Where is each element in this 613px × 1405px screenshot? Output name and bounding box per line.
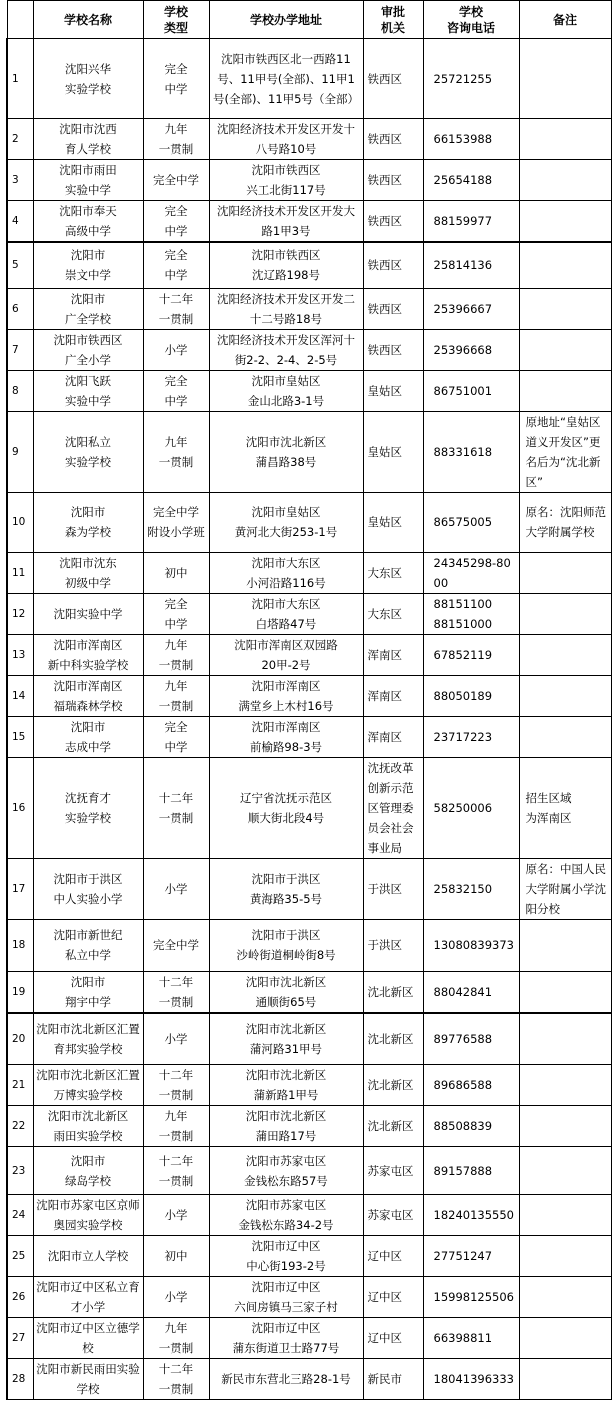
cell-address: 沈阳市浑南区双园路 20甲-2号 <box>209 634 363 675</box>
cell-num: 10 <box>7 492 33 552</box>
cell-num: 6 <box>7 288 33 329</box>
cell-address: 沈阳市辽中区 六间房镇马三家子村 <box>209 1277 363 1318</box>
cell-num: 14 <box>7 675 33 716</box>
cell-num: 16 <box>7 757 33 858</box>
cell-name: 沈阳市 绿岛学校 <box>33 1147 143 1195</box>
cell-approve: 沈北新区 <box>363 971 423 1013</box>
cell-address: 沈阳市辽中区 蒲东街道卫士路77号 <box>209 1318 363 1359</box>
cell-approve: 苏家屯区 <box>363 1147 423 1195</box>
cell-approve: 沈北新区 <box>363 1013 423 1065</box>
cell-address: 沈阳市铁西区 兴工北街117号 <box>209 160 363 201</box>
cell-note: 原地址“皇姑区道义开发区”更名后为“沈北新区” <box>519 411 611 492</box>
cell-name: 沈阳市立人学校 <box>33 1236 143 1277</box>
cell-phone: 88151100 88151000 <box>423 593 519 634</box>
cell-note <box>519 1195 611 1236</box>
cell-type: 小学 <box>143 1195 209 1236</box>
table-row <box>7 634 611 675</box>
cell-address: 沈阳经济技术开发区开发十八号路10号 <box>209 119 363 160</box>
cell-num: 28 <box>7 1359 33 1400</box>
cell-phone: 88331618 <box>423 411 519 492</box>
cell-note <box>519 1277 611 1318</box>
cell-type: 十二年 一贯制 <box>143 1147 209 1195</box>
cell-name: 沈阳市辽中区立德学校 <box>33 1318 143 1359</box>
cell-approve: 皇姑区 <box>363 411 423 492</box>
table-row <box>7 593 611 634</box>
cell-address: 沈阳经济技术开发区浑河十街2-2、2-4、2-5号 <box>209 329 363 370</box>
cell-phone: 18041396333 <box>423 1359 519 1400</box>
table-row <box>7 716 611 757</box>
cell-name: 沈阳市 森为学校 <box>33 492 143 552</box>
cell-approve: 辽中区 <box>363 1277 423 1318</box>
cell-phone: 24345298-8000 <box>423 552 519 593</box>
table-row <box>7 1065 611 1106</box>
cell-address: 沈阳市沈北新区 蒲田路17号 <box>209 1106 363 1147</box>
header-address: 学校办学地址 <box>209 1 363 39</box>
cell-note <box>519 675 611 716</box>
cell-name: 沈阳兴华 实验学校 <box>33 39 143 119</box>
cell-name: 沈阳市沈北新区 雨田实验学校 <box>33 1106 143 1147</box>
cell-phone: 25396667 <box>423 288 519 329</box>
cell-phone: 88508839 <box>423 1106 519 1147</box>
cell-address: 沈阳市辽中区 中心街193-2号 <box>209 1236 363 1277</box>
cell-note <box>519 1359 611 1400</box>
cell-name: 沈阳实验中学 <box>33 593 143 634</box>
cell-address: 沈阳市沈北新区 蒲河路31甲号 <box>209 1013 363 1065</box>
cell-address: 沈阳市沈北新区 蒲新路1甲号 <box>209 1065 363 1106</box>
cell-name: 沈阳市 广全学校 <box>33 288 143 329</box>
cell-phone: 27751247 <box>423 1236 519 1277</box>
cell-num: 12 <box>7 593 33 634</box>
cell-phone: 88042841 <box>423 971 519 1013</box>
cell-phone: 13080839373 <box>423 919 519 971</box>
table-row <box>7 288 611 329</box>
cell-name: 沈抚育才 实验学校 <box>33 757 143 858</box>
cell-type: 完全中学 <box>143 160 209 201</box>
table-row <box>7 971 611 1013</box>
cell-approve: 铁西区 <box>363 201 423 243</box>
cell-address: 沈阳市铁西区 沈辽路198号 <box>209 242 363 288</box>
cell-note <box>519 1013 611 1065</box>
cell-note <box>519 1106 611 1147</box>
cell-note <box>519 634 611 675</box>
cell-type: 完全 中学 <box>143 201 209 243</box>
cell-note <box>519 39 611 119</box>
cell-phone: 15998125506 <box>423 1277 519 1318</box>
cell-address: 沈阳市浑南区 前榆路98-3号 <box>209 716 363 757</box>
cell-phone: 58250006 <box>423 757 519 858</box>
cell-note <box>519 1236 611 1277</box>
cell-approve: 浑南区 <box>363 716 423 757</box>
cell-note: 原名：中国人民大学附属小学沈阳分校 <box>519 858 611 919</box>
cell-name: 沈阳市辽中区私立育才小学 <box>33 1277 143 1318</box>
cell-num: 2 <box>7 119 33 160</box>
cell-phone: 88159977 <box>423 201 519 243</box>
cell-approve: 沈北新区 <box>363 1065 423 1106</box>
cell-type: 小学 <box>143 1013 209 1065</box>
cell-approve: 铁西区 <box>363 288 423 329</box>
cell-num: 13 <box>7 634 33 675</box>
cell-phone: 88050189 <box>423 675 519 716</box>
table-row <box>7 242 611 288</box>
cell-approve: 新民市 <box>363 1359 423 1400</box>
cell-note <box>519 160 611 201</box>
cell-phone: 86575005 <box>423 492 519 552</box>
cell-type: 完全 中学 <box>143 370 209 411</box>
cell-phone: 25814136 <box>423 242 519 288</box>
cell-address: 沈阳市苏家屯区 金钱松东路57号 <box>209 1147 363 1195</box>
cell-note <box>519 971 611 1013</box>
table-row <box>7 160 611 201</box>
cell-type: 九年 一贯制 <box>143 675 209 716</box>
cell-name: 沈阳飞跃 实验中学 <box>33 370 143 411</box>
cell-type: 九年 一贯制 <box>143 1318 209 1359</box>
cell-name: 沈阳市 志成中学 <box>33 716 143 757</box>
cell-name: 沈阳市新世纪 私立中学 <box>33 919 143 971</box>
cell-note <box>519 716 611 757</box>
cell-type: 九年 一贯制 <box>143 1106 209 1147</box>
cell-approve: 皇姑区 <box>363 370 423 411</box>
cell-num: 1 <box>7 39 33 119</box>
cell-note <box>519 919 611 971</box>
table-row <box>7 675 611 716</box>
header-name: 学校名称 <box>33 1 143 39</box>
cell-num: 26 <box>7 1277 33 1318</box>
cell-approve: 铁西区 <box>363 242 423 288</box>
cell-address: 沈阳市大东区 小河沿路116号 <box>209 552 363 593</box>
table-row <box>7 1106 611 1147</box>
cell-name: 沈阳市沈西 育人学校 <box>33 119 143 160</box>
cell-note <box>519 370 611 411</box>
cell-approve: 苏家屯区 <box>363 1195 423 1236</box>
cell-name: 沈阳私立 实验学校 <box>33 411 143 492</box>
cell-note <box>519 1318 611 1359</box>
cell-name: 沈阳市于洪区 中人实验小学 <box>33 858 143 919</box>
cell-approve: 于洪区 <box>363 858 423 919</box>
cell-type: 完全 中学 <box>143 593 209 634</box>
cell-address: 新民市东营北三路28-1号 <box>209 1359 363 1400</box>
header-row <box>7 1 611 39</box>
cell-address: 沈阳经济技术开发区开发大路1甲3号 <box>209 201 363 243</box>
cell-type: 完全中学 <box>143 919 209 971</box>
cell-num: 18 <box>7 919 33 971</box>
cell-phone: 66153988 <box>423 119 519 160</box>
cell-type: 完全 中学 <box>143 242 209 288</box>
cell-phone: 25396668 <box>423 329 519 370</box>
table-row <box>7 552 611 593</box>
table-row <box>7 39 611 119</box>
cell-type: 完全 中学 <box>143 39 209 119</box>
cell-name: 沈阳市浑南区 新中科实验学校 <box>33 634 143 675</box>
cell-approve: 于洪区 <box>363 919 423 971</box>
cell-num: 3 <box>7 160 33 201</box>
cell-name: 沈阳市浑南区 福瑞森林学校 <box>33 675 143 716</box>
cell-type: 初中 <box>143 1236 209 1277</box>
cell-approve: 沈抚改革创新示范区管理委员会社会事业局 <box>363 757 423 858</box>
cell-phone: 86751001 <box>423 370 519 411</box>
cell-num: 5 <box>7 242 33 288</box>
cell-note <box>519 329 611 370</box>
cell-address: 辽宁省沈抚示范区 顺大街北段4号 <box>209 757 363 858</box>
header-type: 学校 类型 <box>143 1 209 39</box>
cell-approve: 铁西区 <box>363 39 423 119</box>
cell-num: 24 <box>7 1195 33 1236</box>
table-row <box>7 1359 611 1400</box>
cell-address: 沈阳市苏家屯区 金钱松东路34-2号 <box>209 1195 363 1236</box>
cell-phone: 89776588 <box>423 1013 519 1065</box>
cell-approve: 铁西区 <box>363 119 423 160</box>
cell-note: 原名：沈阳师范大学附属学校 <box>519 492 611 552</box>
cell-num: 22 <box>7 1106 33 1147</box>
cell-type: 初中 <box>143 552 209 593</box>
cell-type: 九年 一贯制 <box>143 411 209 492</box>
table-row <box>7 1013 611 1065</box>
cell-type: 九年 一贯制 <box>143 119 209 160</box>
cell-address: 沈阳市于洪区 黄海路35-5号 <box>209 858 363 919</box>
table-row <box>7 201 611 243</box>
cell-type: 小学 <box>143 329 209 370</box>
cell-type: 十二年 一贯制 <box>143 288 209 329</box>
cell-num: 15 <box>7 716 33 757</box>
cell-address: 沈阳市皇姑区 黄河北大街253-1号 <box>209 492 363 552</box>
cell-approve: 皇姑区 <box>363 492 423 552</box>
cell-address: 沈阳市浑南区 满堂乡上木村16号 <box>209 675 363 716</box>
cell-num: 7 <box>7 329 33 370</box>
cell-note <box>519 242 611 288</box>
table-row <box>7 1195 611 1236</box>
cell-type: 十二年 一贯制 <box>143 1065 209 1106</box>
cell-approve: 辽中区 <box>363 1318 423 1359</box>
cell-name: 沈阳市沈北新区汇置万博实验学校 <box>33 1065 143 1106</box>
header-phone: 学校 咨询电话 <box>423 1 519 39</box>
cell-type: 十二年 一贯制 <box>143 971 209 1013</box>
cell-approve: 浑南区 <box>363 675 423 716</box>
cell-note <box>519 288 611 329</box>
cell-name: 沈阳市沈东 初级中学 <box>33 552 143 593</box>
cell-approve: 大东区 <box>363 593 423 634</box>
cell-num: 27 <box>7 1318 33 1359</box>
cell-phone: 25721255 <box>423 39 519 119</box>
cell-note <box>519 201 611 243</box>
cell-address: 沈阳市大东区 白塔路47号 <box>209 593 363 634</box>
cell-address: 沈阳市沈北新区 蒲昌路38号 <box>209 411 363 492</box>
cell-approve: 铁西区 <box>363 329 423 370</box>
cell-num: 25 <box>7 1236 33 1277</box>
cell-name: 沈阳市铁西区 广全小学 <box>33 329 143 370</box>
cell-type: 小学 <box>143 1277 209 1318</box>
cell-phone: 25832150 <box>423 858 519 919</box>
table-row <box>7 119 611 160</box>
table-row <box>7 329 611 370</box>
cell-num: 20 <box>7 1013 33 1065</box>
cell-address: 沈阳市皇姑区 金山北路3-1号 <box>209 370 363 411</box>
cell-note <box>519 1147 611 1195</box>
cell-type: 完全 中学 <box>143 716 209 757</box>
cell-approve: 铁西区 <box>363 160 423 201</box>
cell-phone: 25654188 <box>423 160 519 201</box>
cell-num: 11 <box>7 552 33 593</box>
school-table <box>6 0 612 1400</box>
cell-type: 十二年 一贯制 <box>143 1359 209 1400</box>
cell-approve: 浑南区 <box>363 634 423 675</box>
cell-phone: 18240135550 <box>423 1195 519 1236</box>
cell-type: 十二年 一贯制 <box>143 757 209 858</box>
cell-num: 19 <box>7 971 33 1013</box>
table-row <box>7 858 611 919</box>
cell-num: 17 <box>7 858 33 919</box>
cell-name: 沈阳市奉天 高级中学 <box>33 201 143 243</box>
table-row <box>7 919 611 971</box>
cell-type: 完全中学 附设小学班 <box>143 492 209 552</box>
cell-name: 沈阳市新民雨田实验学校 <box>33 1359 143 1400</box>
cell-phone: 89686588 <box>423 1065 519 1106</box>
table-row <box>7 492 611 552</box>
cell-name: 沈阳市 崇文中学 <box>33 242 143 288</box>
header-note: 备注 <box>519 1 611 39</box>
cell-approve: 沈北新区 <box>363 1106 423 1147</box>
table-row <box>7 1277 611 1318</box>
cell-address: 沈阳市铁西区北一西路11号、11甲号(全部)、11甲1号(全部)、11甲5号（全部） <box>209 39 363 119</box>
cell-name: 沈阳市雨田 实验中学 <box>33 160 143 201</box>
cell-phone: 23717223 <box>423 716 519 757</box>
cell-address: 沈阳市沈北新区 通顺街65号 <box>209 971 363 1013</box>
cell-approve: 大东区 <box>363 552 423 593</box>
cell-name: 沈阳市沈北新区汇置育邦实验学校 <box>33 1013 143 1065</box>
cell-num: 23 <box>7 1147 33 1195</box>
table-row <box>7 757 611 858</box>
cell-note <box>519 119 611 160</box>
header-approve: 审批 机关 <box>363 1 423 39</box>
cell-phone: 66398811 <box>423 1318 519 1359</box>
cell-note: 招生区域 为浑南区 <box>519 757 611 858</box>
table-row <box>7 1236 611 1277</box>
cell-name: 沈阳市 翔宇中学 <box>33 971 143 1013</box>
school-table-container <box>6 0 610 1400</box>
table-row <box>7 370 611 411</box>
cell-phone: 89157888 <box>423 1147 519 1195</box>
table-row <box>7 1318 611 1359</box>
cell-note <box>519 593 611 634</box>
cell-phone: 67852119 <box>423 634 519 675</box>
cell-name: 沈阳市苏家屯区京师奥园实验学校 <box>33 1195 143 1236</box>
table-row <box>7 411 611 492</box>
cell-address: 沈阳经济技术开发区开发二十二号路18号 <box>209 288 363 329</box>
cell-type: 九年 一贯制 <box>143 634 209 675</box>
cell-num: 9 <box>7 411 33 492</box>
cell-address: 沈阳市于洪区 沙岭街道桐岭街8号 <box>209 919 363 971</box>
header-num <box>7 1 33 39</box>
cell-num: 4 <box>7 201 33 243</box>
cell-note <box>519 1065 611 1106</box>
cell-num: 8 <box>7 370 33 411</box>
table-row <box>7 1147 611 1195</box>
cell-num: 21 <box>7 1065 33 1106</box>
cell-type: 小学 <box>143 858 209 919</box>
cell-approve: 辽中区 <box>363 1236 423 1277</box>
cell-note <box>519 552 611 593</box>
